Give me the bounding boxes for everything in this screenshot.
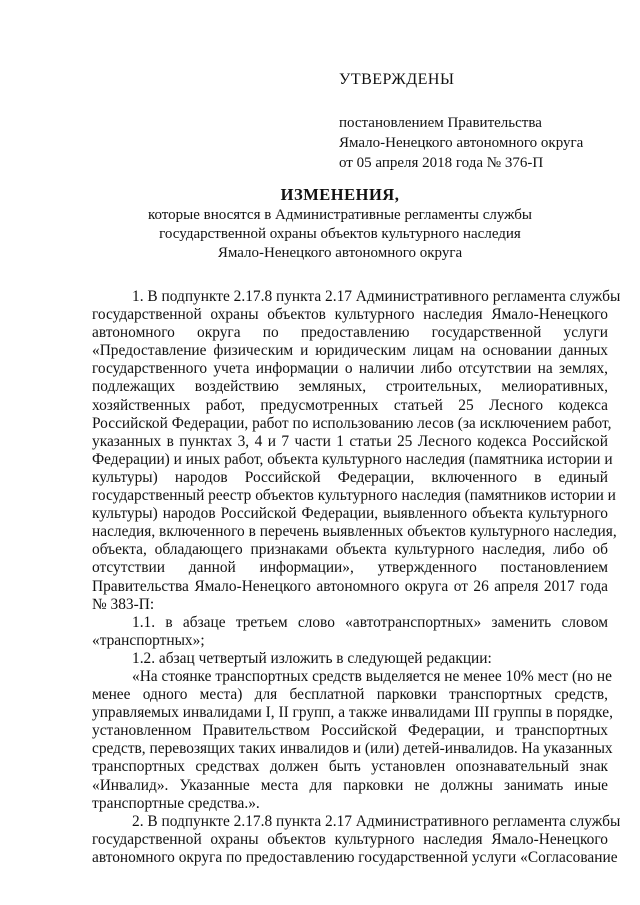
paragraph-line: культуры) народов Российской Федерации, выявленного объекта культурного xyxy=(92,505,608,523)
approval-block xyxy=(339,70,583,173)
paragraph-line: культуры) народов Российской Федерации, включенного в единый xyxy=(92,468,608,486)
heading-title: ИЗМЕНЕНИЯ, xyxy=(280,185,400,204)
paragraph-line: автономного округа по предоставлению государственной услуги xyxy=(92,324,608,342)
heading-line: государственной охраны объектов культурного наследия xyxy=(159,226,521,242)
paragraph-line: подлежащих воздействию земляных, строительных, мелиоративных, xyxy=(92,378,608,396)
paragraph-line: указанных в пунктах 3, 4 и 7 части 1 статьи 25 Лесного кодекса Российской xyxy=(92,432,608,450)
paragraph-line: «Предоставление физическим и юридическим лицам на основании данных xyxy=(92,342,608,360)
paragraph-line: наследия, включенного в перечень выявленных объектов культурного наследия, xyxy=(92,523,617,541)
paragraph-line: государственной охраны объектов культурного наследия Ямало-Ненецкого xyxy=(92,830,608,848)
paragraph-line: государственной охраны объектов культурного наследия Ямало-Ненецкого xyxy=(92,306,608,324)
paragraph-line: транспортные средства.». xyxy=(92,794,260,812)
paragraph-line: 1.2. абзац четвертый изложить в следующей редакции: xyxy=(132,649,492,667)
paragraph-line: средств, перевозящих таких инвалидов и (или) детей-инвалидов. На указанных xyxy=(92,740,613,758)
paragraph-line: менее одного места) для бесплатной парковки транспортных средств, xyxy=(92,686,608,704)
paragraph-line: государственный реестр объектов культурного наследия (памятников истории и xyxy=(92,487,616,505)
heading-line: которые вносятся в Административные регламенты службы xyxy=(147,207,533,223)
paragraph-line: автономного округа по предоставлению государственной услуги «Согласование xyxy=(92,848,618,866)
paragraph-line: 2. В подпункте 2.17.8 пункта 2.17 Административного регламента службы xyxy=(132,812,621,830)
paragraph-line: «Инвалид». Указанные места для парковки не должны занимать иные xyxy=(92,776,608,794)
paragraph-line: транспортных средствах должен быть установлен опознавательный знак xyxy=(92,758,608,776)
document-heading xyxy=(80,185,600,263)
paragraph-line: Российской Федерации, работ по использованию лесов (за исключением работ, xyxy=(92,414,612,432)
paragraph-line: государственного учета информации о наличии либо отсутствии на землях, xyxy=(92,360,608,378)
approval-line: постановлением Правительства xyxy=(339,115,542,131)
approval-line: от 05 апреля 2018 года № 376-П xyxy=(339,155,544,171)
paragraph-line: 1. В подпункте 2.17.8 пункта 2.17 Административного регламента службы xyxy=(132,288,621,305)
paragraph-line: «На стоянке транспортных средств выделяется не менее 10% мест (но не xyxy=(132,667,612,685)
document-body xyxy=(92,288,621,867)
paragraph-line: объекта, обладающего признаками объекта культурного наследия, либо об xyxy=(92,541,608,559)
approval-title: УТВЕРЖДЕНЫ xyxy=(339,71,455,88)
approval-line: Ямало-Ненецкого автономного округа xyxy=(339,135,584,151)
paragraph-line: 1.1. в абзаце третьем слово «автотранспортных» заменить словом xyxy=(132,613,608,631)
paragraph-line: хозяйственных работ, предусмотренных статьей 25 Лесного кодекса xyxy=(92,396,608,414)
paragraph-line: Федерации) и иных работ, объекта культурного наследия (памятника истории и xyxy=(92,450,613,468)
paragraph-line: «транспортных»; xyxy=(92,631,205,649)
heading-line: Ямало-Ненецкого автономного округа xyxy=(217,245,463,261)
paragraph-line: установленном Правительством Российской Федерации, и транспортных xyxy=(92,722,608,740)
paragraph-line: отсутствии данной информации», утвержденного постановлением xyxy=(92,559,608,577)
paragraph-line: № 383-П: xyxy=(92,595,155,613)
paragraph-line: Правительства Ямало-Ненецкого автономного округа от 26 апреля 2017 года xyxy=(92,577,608,595)
paragraph-line: управляемых инвалидами I, II групп, а также инвалидами III группы в порядке, xyxy=(92,704,613,722)
